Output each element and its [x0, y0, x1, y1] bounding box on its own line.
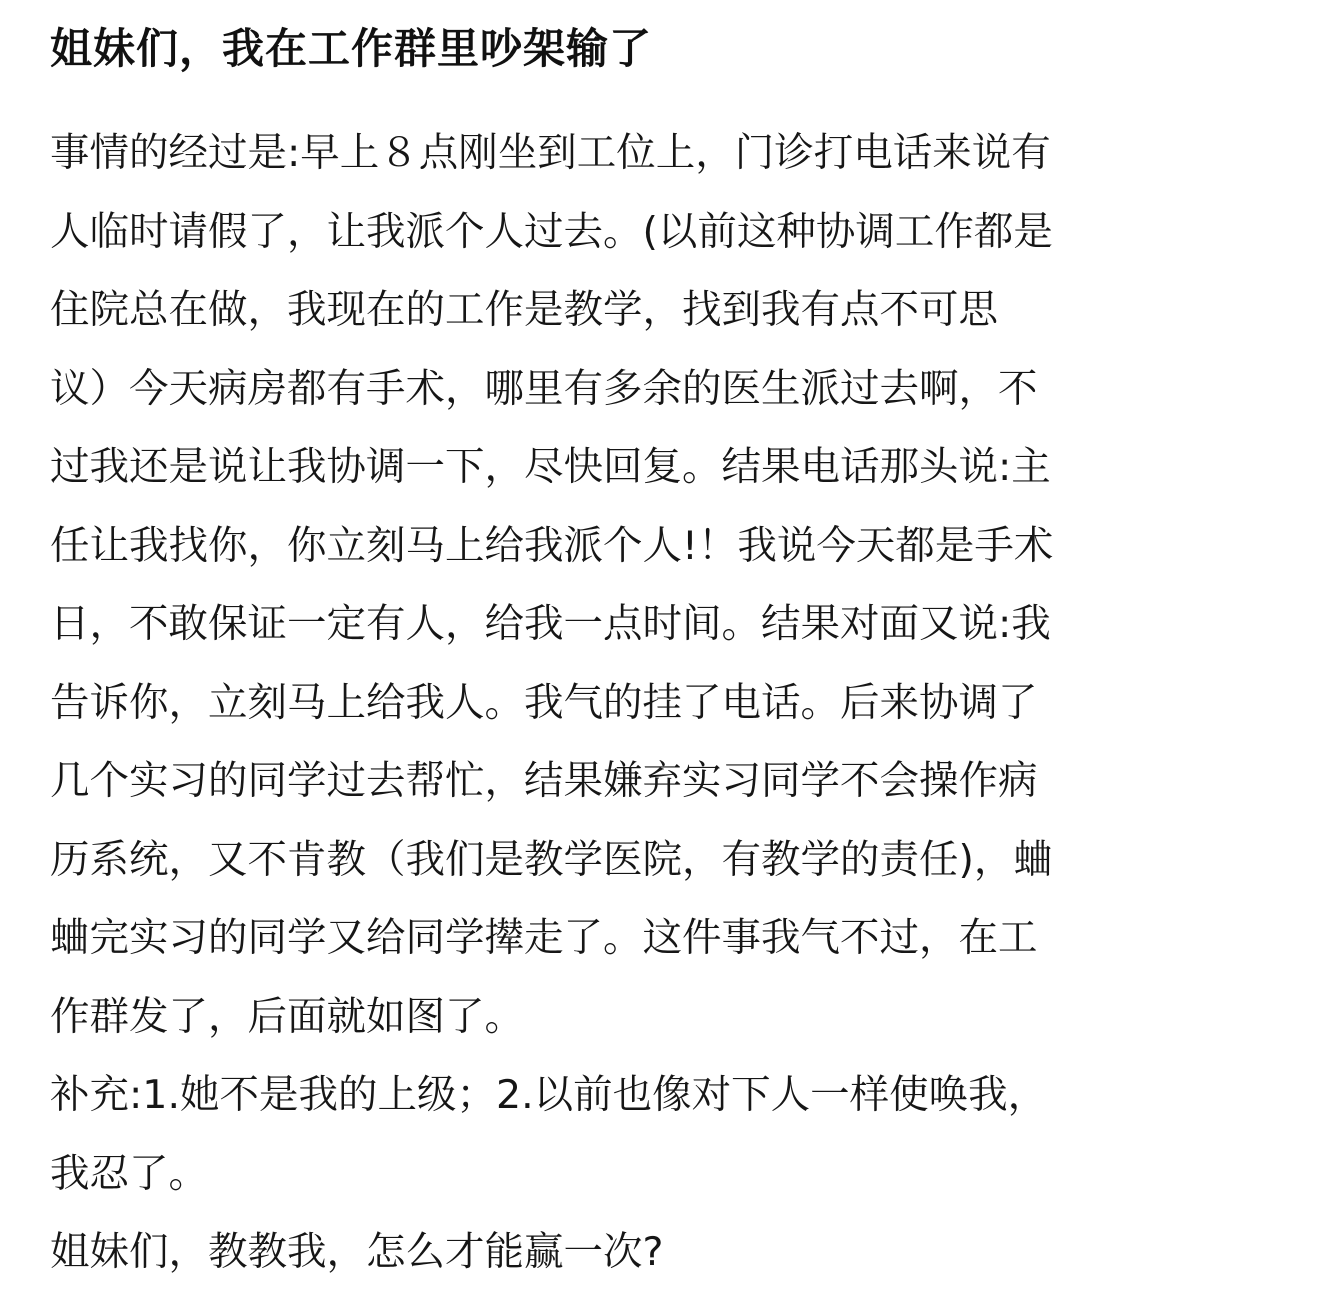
post-body-line: 日，不敢保证一定有人，给我一点时间。结果对面又说:我 — [50, 601, 1051, 647]
post-body-line: 几个实习的同学过去帮忙，结果嫌弃实习同学不会操作病 — [50, 758, 1038, 804]
post-body-line: 作群发了，后面就如图了。 — [50, 993, 524, 1040]
post-closing-question: 姐妹们，教教我，怎么才能赢一次? — [50, 1229, 664, 1275]
post-supplement-line: 补充:1.她不是我的上级；2.以前也像对下人一样使唤我， — [50, 1072, 1048, 1118]
post-body-line: 议）今天病房都有手术，哪里有多余的医生派过去啊，不 — [50, 365, 1038, 412]
post-supplement-line: 我忍了。 — [50, 1150, 208, 1197]
post-body-line: 蛐完实习的同学又给同学撵走了。这件事我气不过，在工 — [50, 915, 1038, 961]
post — [50, 20, 1290, 1292]
post-body-line: 人临时请假了，让我派个人过去。(以前这种协调工作都是 — [50, 208, 1053, 255]
post-body — [50, 114, 1290, 1292]
post-body-line: 历系统，又不肯教（我们是教学医院，有教学的责任)，蛐 — [50, 836, 1053, 883]
post-body-line: 过我还是说让我协调一下，尽快回复。结果电话那头说:主 — [50, 444, 1051, 490]
post-body-line: 住院总在做，我现在的工作是教学，找到我有点不可思 — [50, 287, 998, 333]
post-body-line: 事情的经过是:早上８点刚坐到工位上，门诊打电话来说有 — [50, 130, 1051, 176]
post-title: 姐妹们，我在工作群里吵架输了 — [50, 24, 653, 73]
post-body-line: 告诉你，立刻马上给我人。我气的挂了电话。后来协调了 — [50, 679, 1038, 726]
post-body-line: 任让我找你，你立刻马上给我派个人!！我说今天都是手术 — [50, 522, 1054, 569]
